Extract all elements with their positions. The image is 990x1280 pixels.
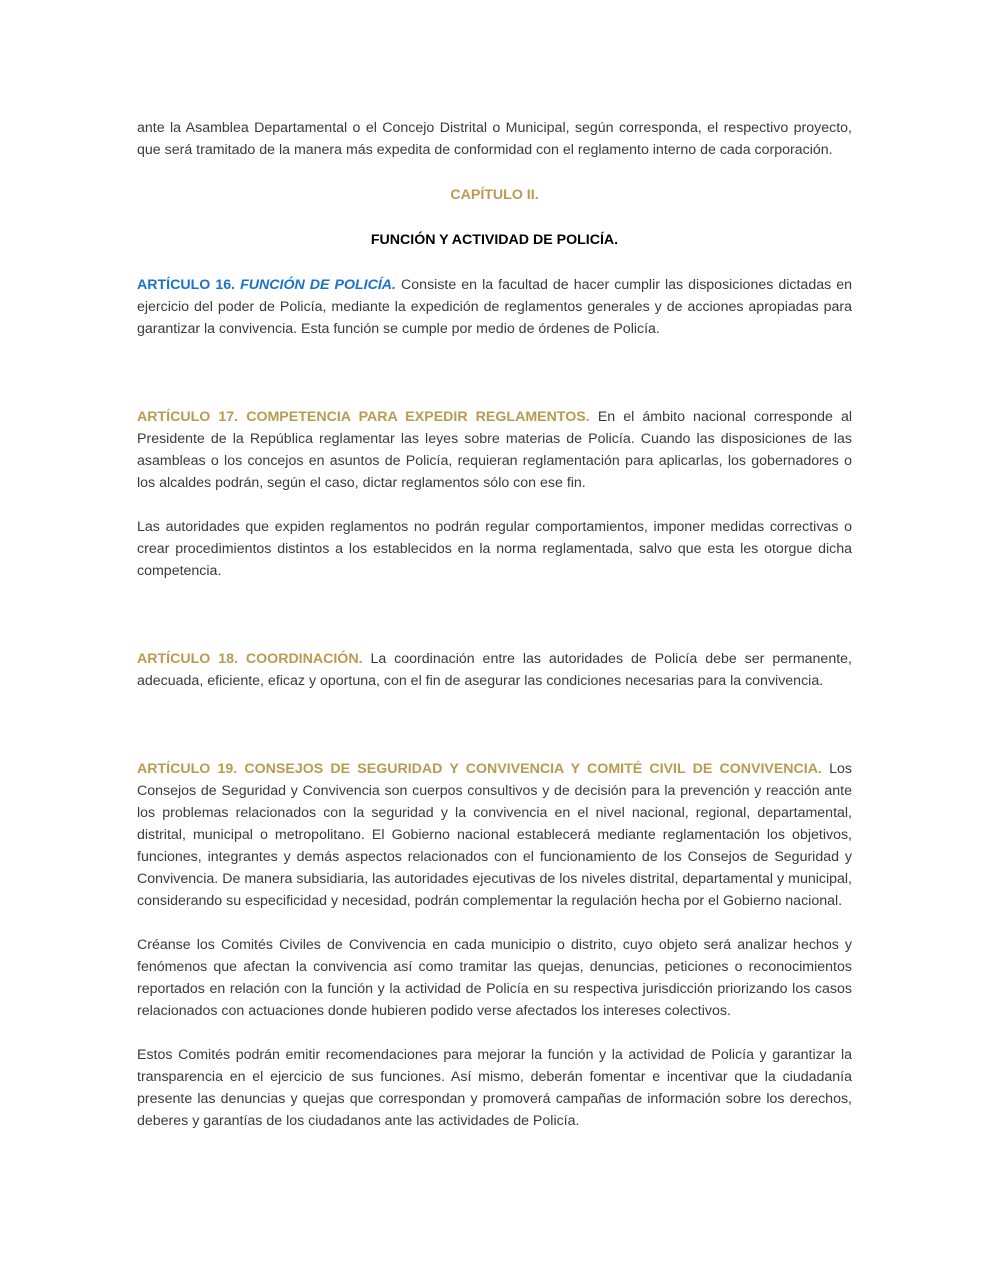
article-19-heading: ARTÍCULO 19. CONSEJOS DE SEGURIDAD Y CONVIVENCIA Y COMITÉ CIVIL DE CONVIVENCIA. (137, 761, 822, 777)
article-17-heading: ARTÍCULO 17. COMPETENCIA PARA EXPEDIR REGLAMENTOS. (137, 409, 590, 425)
article-16-title: FUNCIÓN DE POLICÍA. (240, 277, 396, 293)
article-19-paragraph-3: Estos Comités podrán emitir recomendaciones para mejorar la función y la actividad de Policía y garantizar la transparencia en el ejercicio de sus funciones. Así mismo, deberán fomentar e incentivar que la ciudadanía presente las denuncias y quejas que correspondan y promoverá campañas de información sobre los derechos, deberes y garantías de los ciudadanos ante las actividades de Policía. (137, 1047, 852, 1129)
article-19-text-1: Los Consejos de Seguridad y Convivencia son cuerpos consultivos y de decisión para la prevención y reacción ante los problemas relacionados con la seguridad y la convivencia en el nivel nacional, regional, departamental, distrital, municipal o metropolitano. El Gobierno nacional establecerá mediante reglamentación los objetivos, funciones, integrantes y demás aspectos relacionados con el funcionamiento de los Consejos de Seguridad y Convivencia. De manera subsidiaria, las autoridades ejecutivas de los niveles distrital, departamental y municipal, considerando su especificidad y necesidad, podrán complementar la regulación hecha por el Gobierno nacional. (137, 761, 852, 909)
document-body (137, 117, 852, 1132)
article-19-paragraph-2: Créanse los Comités Civiles de Convivencia en cada municipio o distrito, cuyo objeto será analizar hechos y fenómenos que afectan la convivencia así como tramitar las quejas, denuncias, peticiones o reconocimientos reportados en relación con la función y la actividad de Policía en su respectiva jurisdicción priorizando los casos relacionados con actuaciones donde hubieren podido verse afectados los intereses colectivos. (137, 937, 852, 1019)
article-16-label: ARTÍCULO 16. (137, 277, 236, 293)
article-18-text: La coordinación entre las autoridades de Policía debe ser permanente, adecuada, eficiente, eficaz y oportuna, con el fin de asegurar las condiciones necesarias para la convivencia. (137, 651, 852, 689)
article-17-paragraph-1 (137, 406, 852, 494)
chapter-title: FUNCIÓN Y ACTIVIDAD DE POLICÍA. (370, 232, 619, 248)
article-17-text-1: En el ámbito nacional corresponde al Presidente de la República reglamentar las leyes sobre materias de Policía. Cuando las disposiciones de las asambleas o los concejos en asuntos de Policía, requieran reglamentación para aplicarlas, los gobernadores o los alcaldes podrán, según el caso, dictar reglamentos sólo con ese fin. (137, 409, 853, 491)
intro-paragraph: ante la Asamblea Departamental o el Concejo Distrital o Municipal, según corresponda, el respectivo proyecto, que será tramitado de la manera más expedita de conformidad con el reglamento interno de cada corporación. (137, 120, 852, 158)
chapter-number: CAPÍTULO II. (450, 187, 539, 203)
article-17-paragraph-2: Las autoridades que expiden reglamentos no podrán regular comportamientos, imponer medidas correctivas o crear procedimientos distintos a los establecidos en la norma reglamentada, salvo que esta les otorgue dicha competencia. (137, 519, 852, 579)
article-18-heading: ARTÍCULO 18. COORDINACIÓN. (137, 651, 363, 667)
article-16-text: Consiste en la facultad de hacer cumplir las disposiciones dictadas en ejercicio del poder de Policía, mediante la expedición de reglamentos generales y de acciones apropiadas para garantizar la convivencia. Esta función se cumple por medio de órdenes de Policía. (137, 277, 853, 337)
article-18-paragraph (137, 648, 852, 692)
article-19-paragraph-1 (137, 758, 852, 912)
article-16-paragraph (137, 274, 852, 340)
